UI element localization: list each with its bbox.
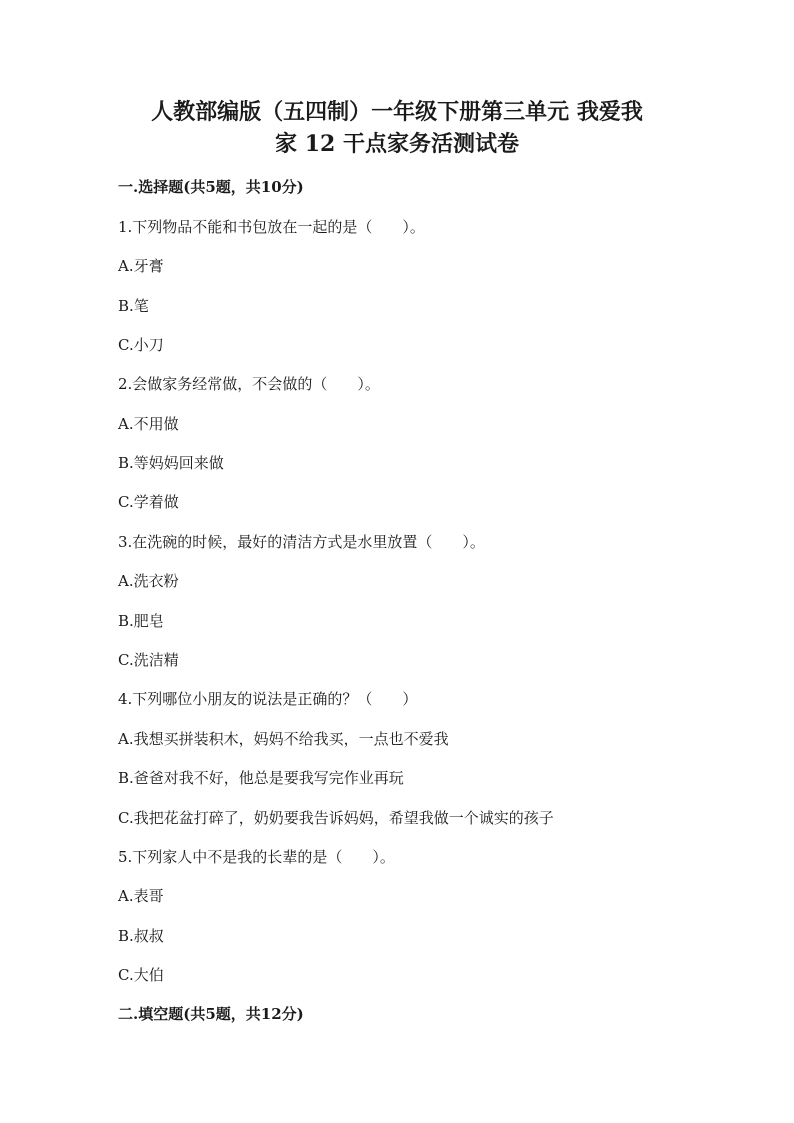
question-5-stem: 5.下列家人中不是我的长辈的是（ ）。 xyxy=(118,848,395,866)
question-1-option-a: A.牙膏 xyxy=(118,257,164,275)
question-3-option-b: B.肥皂 xyxy=(118,612,164,630)
question-5-option-c: C.大伯 xyxy=(118,966,164,984)
question-3-option-a: A.洗衣粉 xyxy=(118,572,179,590)
question-2-option-a: A.不用做 xyxy=(118,415,179,433)
section-heading-choice: 一.选择题(共5题，共10分) xyxy=(118,178,304,196)
question-3-option-c: C.洗洁精 xyxy=(118,651,179,669)
question-5-option-a: A.表哥 xyxy=(118,887,164,905)
exam-title-line-1: 人教部编版（五四制）一年级下册第三单元 我爱我 xyxy=(151,99,643,125)
question-5-option-b: B.叔叔 xyxy=(118,927,164,945)
question-1-option-b: B.笔 xyxy=(118,297,149,315)
question-1-stem: 1.下列物品不能和书包放在一起的是（ ）。 xyxy=(118,218,425,236)
question-2-option-c: C.学着做 xyxy=(118,493,179,511)
question-1-option-c: C.小刀 xyxy=(118,336,164,354)
section-heading-fill-blank: 二.填空题(共5题，共12分) xyxy=(118,1005,304,1023)
question-4-option-a: A.我想买拼装积木，妈妈不给我买，一点也不爱我 xyxy=(118,730,449,748)
exam-title-line-2: 家 12 干点家务活测试卷 xyxy=(275,131,519,157)
question-4-stem: 4.下列哪位小朋友的说法是正确的？（ ） xyxy=(118,690,418,708)
question-2-option-b: B.等妈妈回来做 xyxy=(118,454,224,472)
question-4-option-b: B.爸爸对我不好，他总是要我写完作业再玩 xyxy=(118,769,404,787)
question-4-option-c: C.我把花盆打碎了，奶奶要我告诉妈妈，希望我做一个诚实的孩子 xyxy=(118,809,554,827)
question-2-stem: 2.会做家务经常做，不会做的（ ）。 xyxy=(118,375,380,393)
question-3-stem: 3.在洗碗的时候，最好的清洁方式是水里放置（ ）。 xyxy=(118,533,485,551)
